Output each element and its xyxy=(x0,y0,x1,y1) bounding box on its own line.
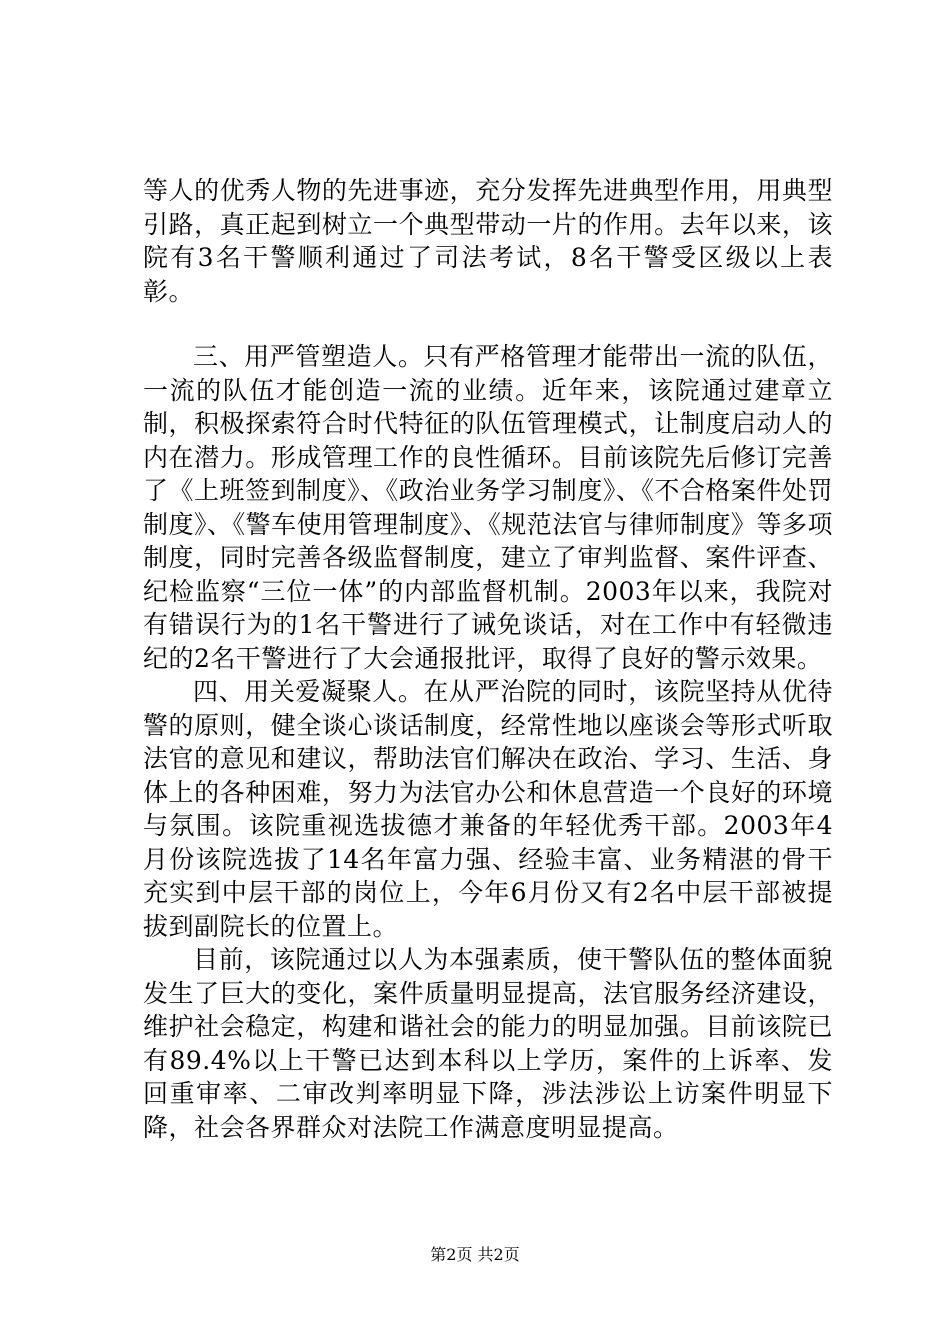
paragraph-section-three: 三、用严管塑造人。只有严格管理才能带出一流的队伍，一流的队伍才能创造一流的业绩。近年来，该院通过建章立制，积极探索符合时代特征的队伍管理模式，让制度启动人的内在潜力。形成管理工作的良性循环。目前该院先后修订完善了《上班签到制度》、《政治业务学习制度》、《不合格案件处罚制度》、《警车使用管理制度》、《规范法官与律师制度》等多项制度，同时完善各级监督制度，建立了审判监督、案件评查、纪检监察“三位一体”的内部监督机制。2003年以来，我院对有错误行为的1名干警进行了诫免谈话，对在工作中有轻微违纪的2名干警进行了大会通报批评，取得了良好的警示效果。 xyxy=(143,342,833,673)
paragraph-section-four: 四、用关爱凝聚人。在从严治院的同时，该院坚持从优待警的原则，健全谈心谈话制度，经常性地以座谈会等形式听取法官的意见和建议，帮助法官们解决在政治、学习、生活、身体上的各种困难，努力为法官办公和休息营造一个良好的环境与氛围。该院重视选拔德才兼备的年轻优秀干部。2003年4月份该院选拔了14名年富力强、经验丰富、业务精湛的骨干充实到中层干部的岗位上，今年6月份又有2名中层干部被提拔到副院长的位置上。 xyxy=(143,677,833,941)
paragraph-continuation: 等人的优秀人物的先进事迹，充分发挥先进典型作用，用典型引路，真正起到树立一个典型带动一片的作用。去年以来，该院有3名干警顺利通过了司法考试，8名干警受区级以上表彰。 xyxy=(143,176,833,306)
page-number-footer: 第2页 共2页 xyxy=(430,1245,520,1264)
document-body xyxy=(143,174,833,1144)
paragraph-conclusion: 目前，该院通过以人为本强素质，使干警队伍的整体面貌发生了巨大的变化，案件质量明显提高，法官服务经济建设，维护社会稳定，构建和谐社会的能力的明显加强。目前该院已有89.4%以上干警已达到本科以上学历，案件的上诉率、发回重审率、二审改判率明显下降，涉法涉讼上访案件明显下降，社会各界群众对法院工作满意度明显提高。 xyxy=(143,945,833,1142)
